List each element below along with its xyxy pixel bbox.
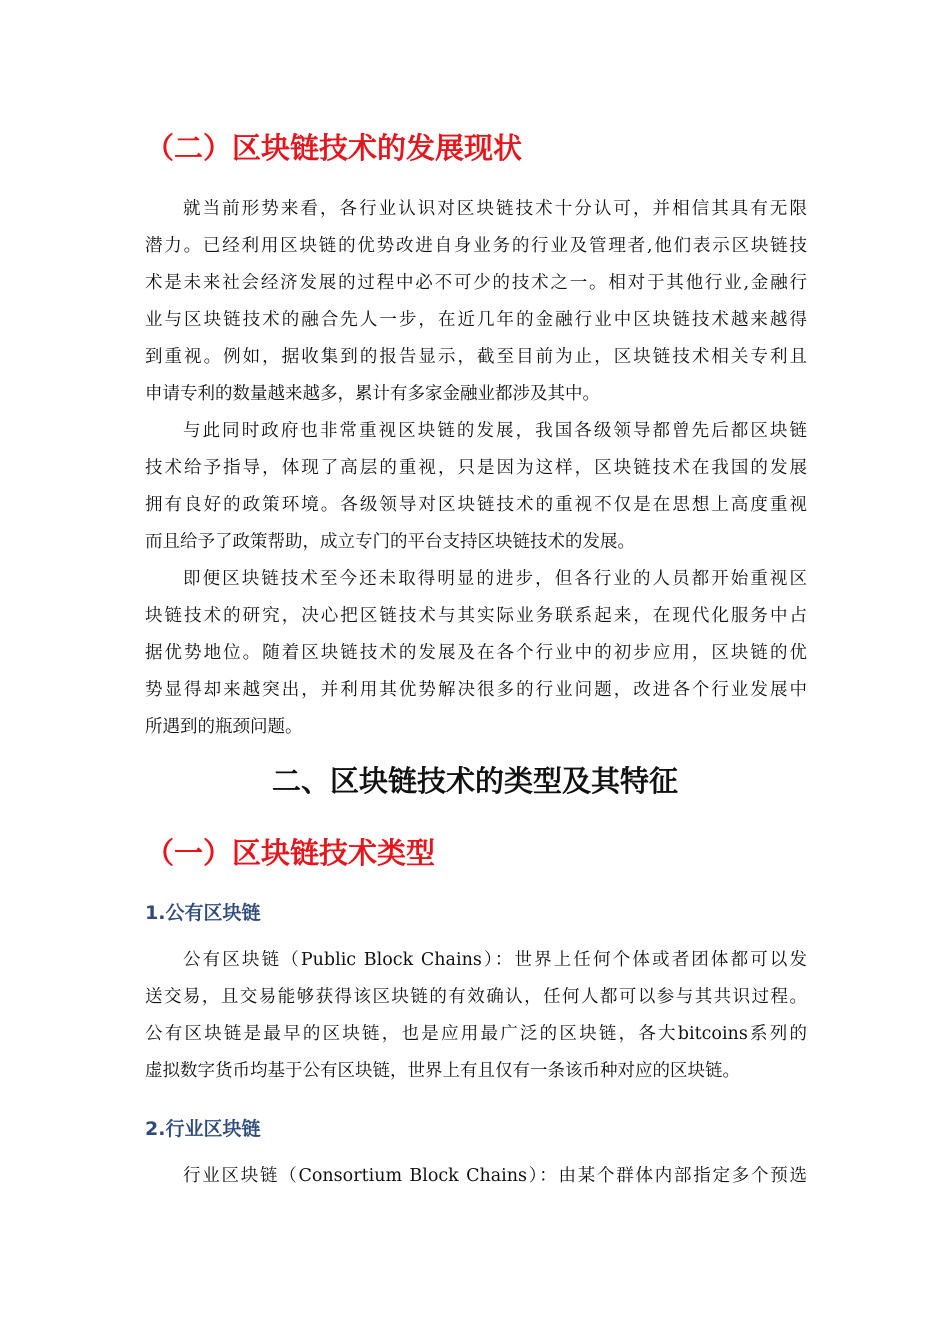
subheading-public-blockchain: 1.公有区块链 bbox=[145, 902, 261, 924]
paragraph-line: 业与区块链技术的融合先人一步，在近几年的金融行业中区块链技术越来越得 bbox=[145, 310, 807, 330]
paragraph-government-support bbox=[145, 413, 807, 561]
paragraph-line: 而且给予了政策帮助，成立专门的平台支持区块链技术的发展。 bbox=[145, 532, 635, 552]
paragraph-line: 即便区块链技术至今还未取得明显的进步，但各行业的人员都开始重视区 bbox=[183, 569, 807, 589]
paragraph-line: 就当前形势来看，各行业认识对区块链技术十分认可，并相信其具有无限 bbox=[183, 199, 807, 219]
section-heading-development-status: （二）区块链技术的发展现状 bbox=[145, 131, 523, 165]
paragraph-line: 技术给予指导，体现了高层的重视，只是因为这样，区块链技术在我国的发展 bbox=[145, 458, 807, 478]
paragraph-line: 行业区块链（Consortium Block Chains）：由某个群体内部指定多个预选 bbox=[183, 1166, 807, 1186]
paragraph-consortium-blockchain bbox=[145, 1158, 807, 1195]
paragraph-line: 术是未来社会经济发展的过程中必不可少的技术之一。相对于其他行业,金融行 bbox=[145, 273, 807, 293]
section-heading-blockchain-types: （一）区块链技术类型 bbox=[145, 836, 436, 870]
paragraph-industry-adoption bbox=[145, 561, 807, 746]
paragraph-line: 拥有良好的政策环境。各级领导对区块链技术的重视不仅是在思想上高度重视 bbox=[145, 495, 807, 515]
paragraph-public-blockchain bbox=[145, 942, 807, 1090]
paragraph-line: 潜力。已经利用区块链的优势改进自身业务的行业及管理者,他们表示区块链技 bbox=[145, 236, 807, 256]
chapter-heading-types-and-features: 二、区块链技术的类型及其特征 bbox=[271, 764, 678, 798]
paragraph-line: 虚拟数字货币均基于公有区块链，世界上有且仅有一条该币种对应的区块链。 bbox=[145, 1061, 740, 1081]
paragraph-line: 势显得却来越突出，并利用其优势解决很多的行业问题，改进各个行业发展中 bbox=[145, 680, 807, 700]
paragraph-line: 申请专利的数量越来越多，累计有多家金融业都涉及其中。 bbox=[145, 384, 600, 404]
paragraph-current-situation bbox=[145, 191, 807, 413]
subheading-consortium-blockchain: 2.行业区块链 bbox=[145, 1118, 261, 1140]
paragraph-line: 据优势地位。随着区块链技术的发展及在各个行业中的初步应用，区块链的优 bbox=[145, 643, 807, 663]
paragraph-line: 与此同时政府也非常重视区块链的发展，我国各级领导都曾先后都区块链 bbox=[183, 421, 807, 441]
paragraph-line: 到重视。例如，据收集到的报告显示，截至目前为止，区块链技术相关专利且 bbox=[145, 347, 807, 367]
paragraph-line: 所遇到的瓶颈问题。 bbox=[145, 717, 303, 737]
paragraph-line: 公有区块链是最早的区块链，也是应用最广泛的区块链，各大bitcoins系列的 bbox=[145, 1024, 807, 1044]
paragraph-line: 送交易，且交易能够获得该区块链的有效确认，任何人都可以参与其共识过程。 bbox=[145, 987, 807, 1007]
paragraph-line: 块链技术的研究，决心把区链技术与其实际业务联系起来，在现代化服务中占 bbox=[145, 606, 807, 626]
paragraph-line: 公有区块链（Public Block Chains）：世界上任何个体或者团体都可以发 bbox=[183, 950, 807, 970]
